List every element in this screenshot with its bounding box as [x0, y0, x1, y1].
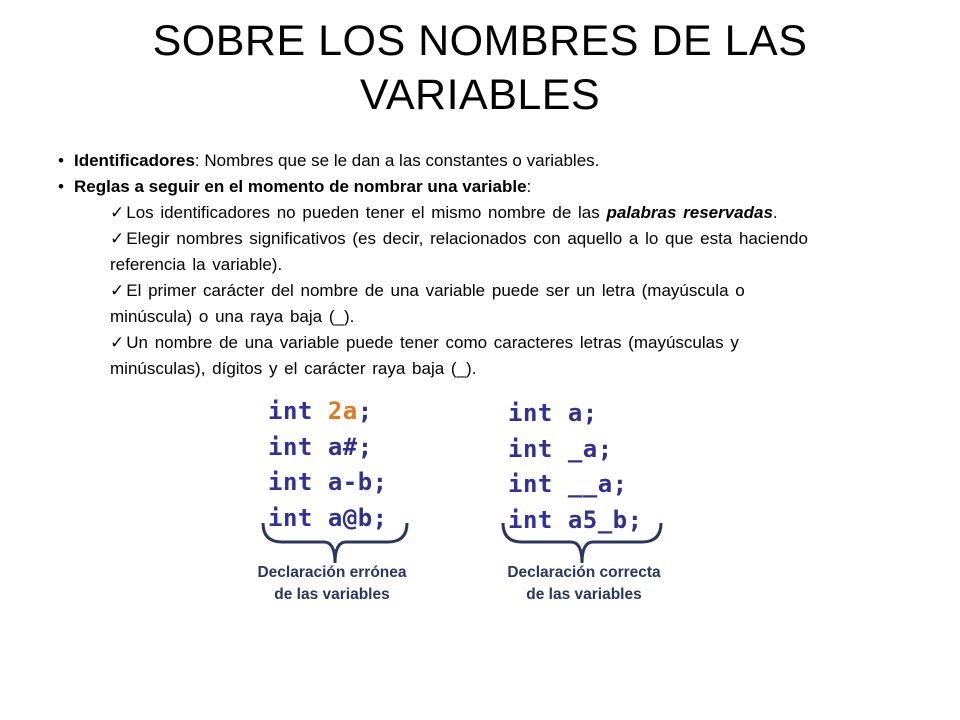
code-semicolon: ; [612, 470, 628, 498]
code-line [268, 394, 388, 430]
code-keyword: int [508, 399, 553, 427]
code-identifier: __a [567, 470, 613, 498]
checkmark-icon: ✓ [110, 281, 125, 300]
code-line [268, 430, 388, 466]
title-line-1: SOBRE LOS NOMBRES DE LAS [152, 17, 808, 65]
code-semicolon: ; [582, 399, 598, 427]
checkmark-icon: ✓ [110, 229, 125, 248]
code-semicolon: ; [597, 434, 613, 463]
brace-icon [260, 520, 410, 566]
code-keyword: int [508, 505, 553, 534]
code-semicolon: ; [372, 468, 388, 496]
rule-text: Elegir nombres significativos (es decir, relacionados con aquello a lo que esta haciendo [126, 229, 808, 248]
code-keyword: int [268, 432, 313, 461]
caption-line-1: Declaración errónea [257, 564, 407, 581]
bullet-label: Reglas a seguir en el momento de nombrar una variable [74, 177, 527, 196]
slide-title [100, 14, 860, 122]
code-semicolon: ; [627, 505, 643, 534]
rule-item [110, 330, 888, 382]
rule-text: Un nombre de una variable puede tener como caracteres letras (mayúsculas y [126, 333, 739, 352]
code-keyword: int [268, 468, 313, 496]
code-identifier: a@b [327, 503, 373, 532]
code-identifier: a# [327, 432, 358, 461]
code-line [508, 432, 643, 468]
code-line [508, 467, 643, 503]
caption-line-2: de las variables [526, 586, 642, 603]
caption-wrong [232, 562, 432, 606]
checkmark-icon: ✓ [110, 333, 125, 352]
code-wrong-declarations [268, 394, 388, 536]
checkmark-icon: ✓ [110, 203, 125, 222]
bullet-list [58, 148, 888, 382]
code-identifier: a5_b [567, 505, 628, 534]
caption-line-2: de las variables [274, 586, 390, 603]
rule-text-cont: referencia la variable). [110, 255, 283, 274]
code-identifier: a [567, 399, 583, 427]
rule-item [110, 278, 888, 330]
caption-right [484, 562, 684, 606]
code-semicolon: ; [357, 397, 373, 425]
rule-emphasis: palabras reservadas [606, 203, 773, 222]
title-line-2: VARIABLES [359, 71, 601, 119]
code-identifier: 2a [327, 397, 358, 425]
rule-text: Los identificadores no pueden tener el mismo nombre de las [126, 203, 607, 222]
code-line [268, 465, 388, 501]
bullet-identificadores [58, 148, 888, 174]
code-keyword: int [268, 503, 313, 532]
bullet-label: Identificadores [74, 151, 195, 170]
code-identifier: _a [567, 434, 598, 463]
bullet-text: : Nombres que se le dan a las constantes o variables. [194, 151, 600, 170]
caption-line-1: Declaración correcta [507, 564, 661, 581]
rules-list [110, 200, 888, 382]
code-right-declarations [508, 396, 643, 538]
code-semicolon: ; [357, 432, 373, 461]
code-keyword: int [268, 397, 313, 425]
rule-item [110, 226, 888, 278]
rule-item [110, 200, 888, 226]
rule-text-cont: minúscula) o una raya baja (_). [110, 307, 355, 326]
rule-text-end: . [772, 203, 778, 222]
brace-icon [500, 520, 664, 566]
code-keyword: int [508, 470, 553, 498]
code-keyword: int [508, 434, 553, 463]
code-line [508, 396, 643, 432]
code-semicolon: ; [372, 503, 388, 532]
code-identifier: a-b [327, 468, 373, 496]
bullet-reglas [58, 174, 888, 200]
bullet-text: : [526, 177, 532, 196]
rule-text: El primer carácter del nombre de una variable puede ser un letra (mayúscula o [126, 281, 745, 300]
rule-text-cont: minúsculas), dígitos y el carácter raya baja (_). [110, 359, 477, 378]
